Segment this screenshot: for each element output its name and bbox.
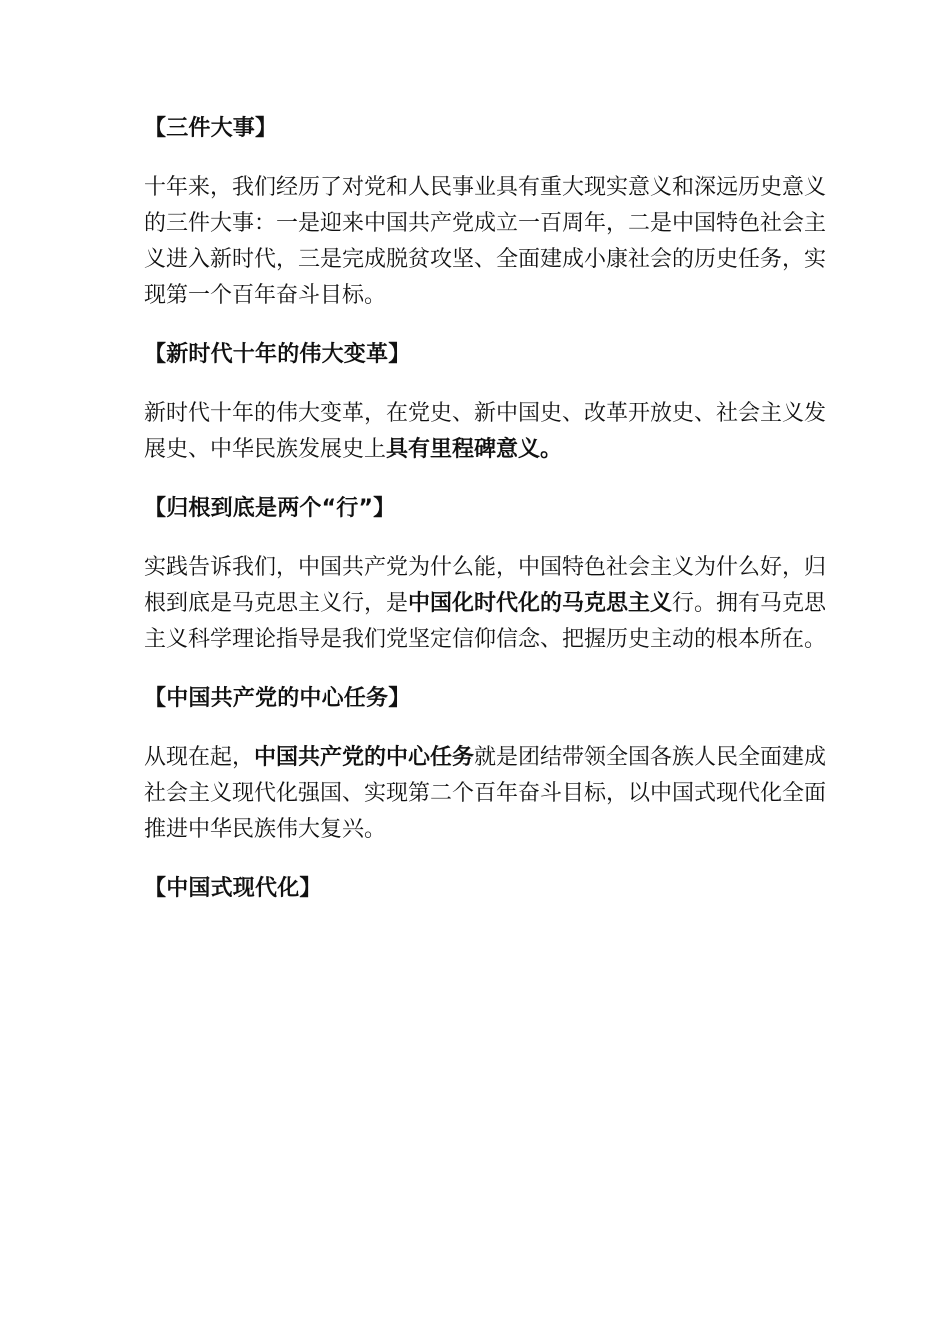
paragraph-text: 十年来，我们经历了对党和人民事业具有重大现实意义和深远历史意义的三件大事：一是迎来中国共产党成立一百周年，二是中国特色社会主义进入新时代，三是完成脱贫攻坚、全面建成小康社会的历史任务，实现第一个百年奋斗目标。 [144,175,827,308]
section-central-task [144,682,834,848]
section-two-works [144,492,834,658]
section-heading: 【归根到底是两个“行”】 [144,496,396,521]
document-page [144,112,834,930]
section-paragraph [144,740,834,848]
paragraph-text: 实践告诉我们，中国共产党为什么能，中国特色社会主义为什么好，归根到底是马克思主义行，是 [144,555,827,616]
paragraph-bold-text: 中国共产党的中心任务 [254,745,475,770]
paragraph-text: 就是团结带领全国各族人民全面建成社会主义现代化强国、实现第二个百年奋斗目标，以中国式现代化全面推进中华民族伟大复兴。 [144,745,827,842]
paragraph-bold-text: 具有里程碑意义。 [386,437,563,462]
section-three-major-events [144,112,834,314]
paragraph-text: 行。拥有马克思主义科学理论指导是我们党坚定信仰信念、把握历史主动的根本所在。 [144,591,827,652]
section-paragraph [144,170,834,314]
section-heading: 【三件大事】 [144,116,278,141]
paragraph-bold-text: 中国化时代化的马克思主义 [408,591,673,616]
section-great-transformation [144,338,834,468]
section-paragraph [144,396,834,468]
section-heading: 【新时代十年的伟大变革】 [144,342,411,367]
section-paragraph [144,550,834,658]
section-heading: 【中国共产党的中心任务】 [144,686,411,711]
section-heading: 【中国式现代化】 [144,876,322,901]
paragraph-text: 新时代十年的伟大变革，在党史、新中国史、改革开放史、社会主义发展史、中华民族发展史上 [144,401,827,462]
paragraph-text: 从现在起， [144,745,255,770]
section-chinese-modernization [144,872,834,906]
